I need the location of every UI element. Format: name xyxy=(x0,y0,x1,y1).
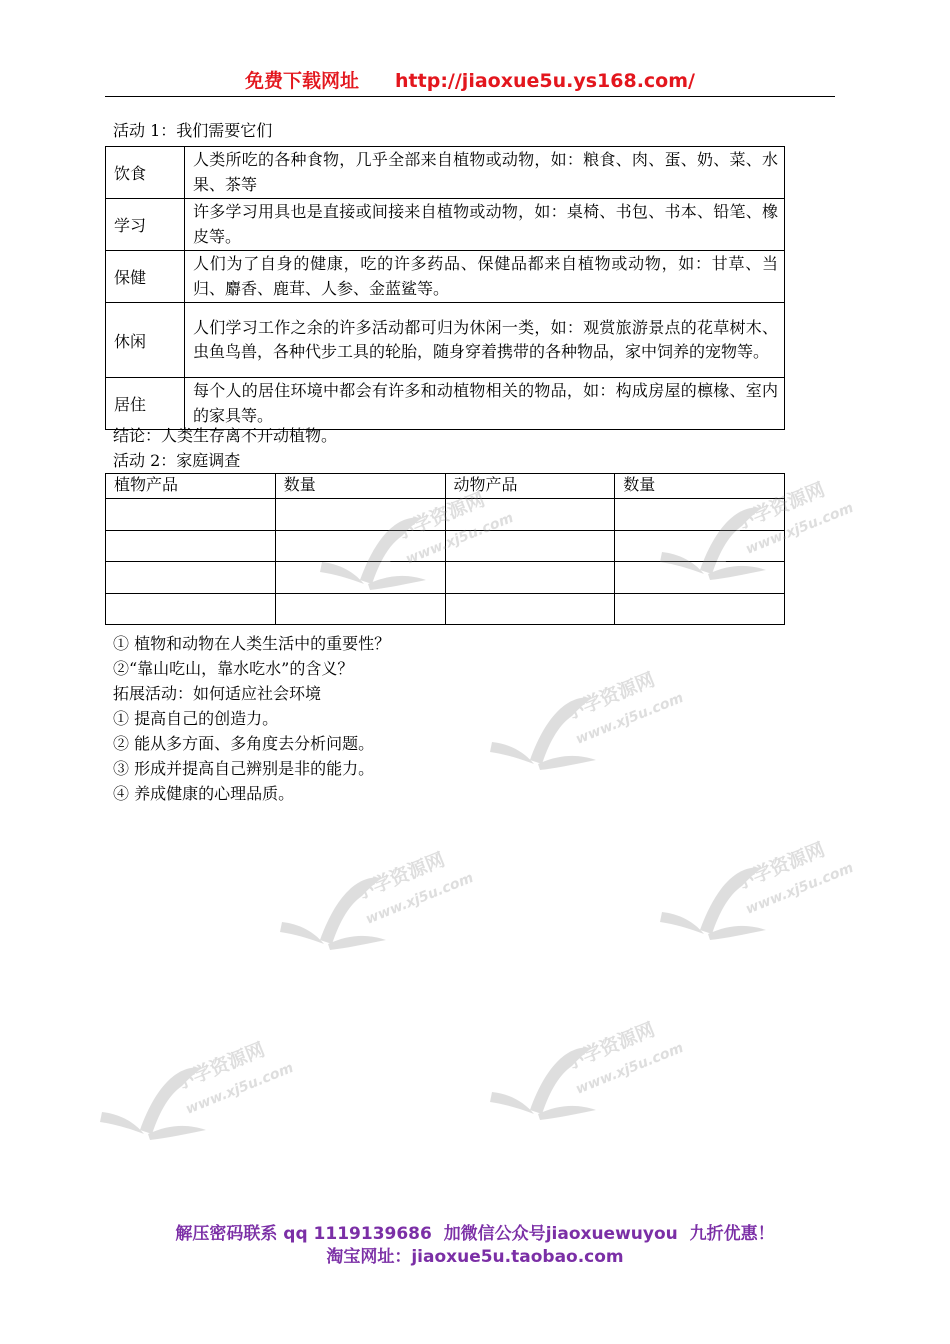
category-cell: 休闲 xyxy=(106,303,185,378)
table-row xyxy=(106,593,785,625)
footer-taobao-label: 淘宝网址： xyxy=(326,1247,412,1267)
footer-discount: 九折优惠！ xyxy=(689,1224,775,1244)
empty-cell[interactable] xyxy=(106,562,276,594)
footer-taobao-line xyxy=(0,1242,950,1267)
empty-cell[interactable] xyxy=(615,593,785,625)
column-header: 数量 xyxy=(615,474,785,499)
footer-taobao-link[interactable]: jiaoxue5u.taobao.com xyxy=(411,1247,624,1267)
question-item: ① 植物和动物在人类生活中的重要性？ xyxy=(113,634,391,653)
extension-title: 拓展活动：如何适应社会环境 xyxy=(113,684,322,703)
question-item: ②“靠山吃山，靠水吃水”的含义？ xyxy=(113,659,354,678)
empty-cell[interactable] xyxy=(106,593,276,625)
table-header-row xyxy=(106,474,785,499)
activity1-table xyxy=(105,146,785,430)
survey-table xyxy=(105,473,785,625)
table-row xyxy=(106,562,785,594)
conclusion-text: 结论：人类生存离不开动植物。 xyxy=(113,426,338,445)
description-cell: 人们学习工作之余的许多活动都可归为休闲一类，如：观赏旅游景点的花草树木、虫鱼鸟兽，各种代步工具的轮胎，随身穿着携带的各种物品，家中饲养的宠物等。 xyxy=(185,303,785,378)
empty-cell[interactable] xyxy=(445,562,615,594)
empty-cell[interactable] xyxy=(106,499,276,531)
watermark-logo xyxy=(470,660,710,790)
empty-cell[interactable] xyxy=(445,499,615,531)
header-label: 免费下载网址 xyxy=(245,70,360,92)
extension-item: ② 能从多方面、多角度去分析问题。 xyxy=(113,734,375,753)
table-row xyxy=(106,199,785,251)
activity2-title: 活动 2：家庭调查 xyxy=(113,451,241,470)
extension-item: ① 提高自己的创造力。 xyxy=(113,709,279,728)
header-url-link[interactable]: http://jiaoxue5u.ys168.com/ xyxy=(395,70,695,92)
watermark-logo xyxy=(260,840,500,970)
table-row xyxy=(106,378,785,430)
category-cell: 饮食 xyxy=(106,147,185,199)
description-cell: 每个人的居住环境中都会有许多和动植物相关的物品，如：构成房屋的檩椽、室内的家具等。 xyxy=(185,378,785,430)
footer-contact-label: 解压密码联系 xyxy=(175,1224,278,1244)
table-row xyxy=(106,530,785,562)
empty-cell[interactable] xyxy=(445,593,615,625)
description-cell: 许多学习用具也是直接或间接来自植物或动物，如：桌椅、书包、书本、铅笔、橡皮等。 xyxy=(185,199,785,251)
column-header: 动物产品 xyxy=(445,474,615,499)
extension-item: ③ 形成并提高自己辨别是非的能力。 xyxy=(113,759,375,778)
footer-contact-line xyxy=(0,1219,950,1244)
column-header: 数量 xyxy=(275,474,445,499)
extension-item: ④ 养成健康的心理品质。 xyxy=(113,784,295,803)
category-cell: 学习 xyxy=(106,199,185,251)
table-row xyxy=(106,147,785,199)
empty-cell[interactable] xyxy=(615,530,785,562)
empty-cell[interactable] xyxy=(615,499,785,531)
description-cell: 人们为了自身的健康，吃的许多药品、保健品都来自植物或动物，如：甘草、当归、麝香、鹿茸、人参、金蓝鲨等。 xyxy=(185,251,785,303)
empty-cell[interactable] xyxy=(106,530,276,562)
table-row xyxy=(106,251,785,303)
table-row xyxy=(106,499,785,531)
footer-wechat-label: 加微信公众号 xyxy=(443,1224,546,1244)
empty-cell[interactable] xyxy=(275,499,445,531)
empty-cell[interactable] xyxy=(275,593,445,625)
footer-wechat-id: jiaoxuewuyou xyxy=(545,1224,678,1244)
column-header: 植物产品 xyxy=(106,474,276,499)
category-cell: 居住 xyxy=(106,378,185,430)
empty-cell[interactable] xyxy=(275,562,445,594)
empty-cell[interactable] xyxy=(445,530,615,562)
category-cell: 保健 xyxy=(106,251,185,303)
activity1-title: 活动 1：我们需要它们 xyxy=(113,121,273,140)
watermark-logo xyxy=(640,830,880,960)
table-row xyxy=(106,303,785,378)
empty-cell[interactable] xyxy=(275,530,445,562)
empty-cell[interactable] xyxy=(615,562,785,594)
description-cell: 人类所吃的各种食物，几乎全部来自植物或动物，如：粮食、肉、蛋、奶、菜、水果、茶等 xyxy=(185,147,785,199)
watermark-logo xyxy=(470,1010,710,1140)
page-header xyxy=(105,66,835,97)
footer-qq: qq 1119139686 xyxy=(283,1224,432,1244)
watermark-logo xyxy=(80,1030,320,1160)
